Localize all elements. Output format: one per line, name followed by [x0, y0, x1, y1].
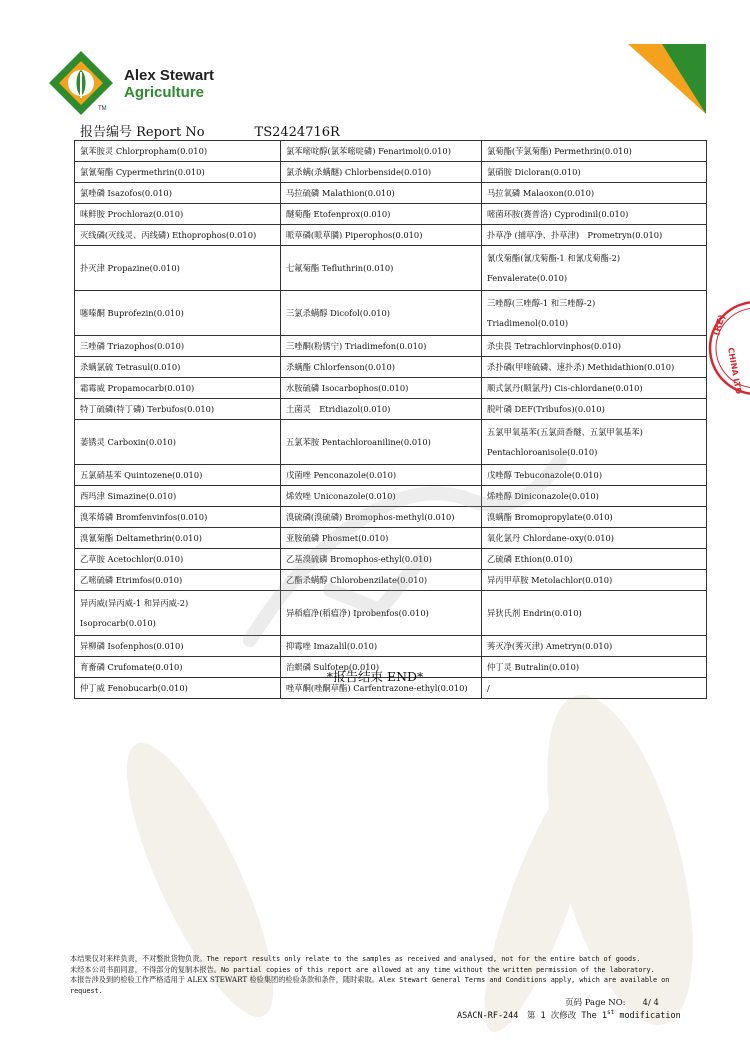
table-cell: [482, 141, 707, 162]
table-cell: [75, 204, 281, 225]
report-number-label: 报告编号 Report No: [80, 125, 205, 140]
table-cell: [281, 357, 482, 378]
cell-text: 萎锈灵 Carboxin(0.010): [80, 437, 176, 447]
table-cell: [75, 486, 281, 507]
table-cell: [281, 486, 482, 507]
cell-text: 异狄氏剂 Endrin(0.010): [487, 608, 582, 618]
table-cell: [482, 336, 707, 357]
cell-text: 土菌灵 Etridiazol(0.010): [286, 404, 391, 414]
table-cell: [482, 591, 707, 636]
report-number-value: TS2424716R: [254, 125, 340, 140]
cell-text: 溴硫磷(溴硫磷) Bromophos-methyl(0.010): [286, 512, 455, 522]
cell-text: 烯效唑 Uniconazole(0.010): [286, 491, 396, 501]
footer-disclaimer: [70, 954, 690, 996]
table-row: [75, 636, 707, 657]
table-cell: [75, 225, 281, 246]
cell-text: 三氯杀螨醇 Dicofol(0.010): [286, 308, 391, 318]
cell-text: 氰戊菊酯(氰戊菊酯-1 和氰戊菊酯-2): [487, 253, 621, 263]
table-row: [75, 465, 707, 486]
footer-line-1: 本结果仅对来样负责，不对整批货物负责。The report results only relate to the samples as received and analysed, not for the entire batch of goods.: [70, 954, 641, 963]
report-number-line: [80, 121, 340, 140]
cell-text: 醚菊酯 Etofenprox(0.010): [286, 209, 391, 219]
table-cell: [75, 399, 281, 420]
cell-text: 灭线磷(灭线灵、丙线磷) Ethoprophos(0.010): [80, 230, 257, 240]
cell-text: 三唑磷 Triazophos(0.010): [80, 341, 185, 351]
cell-text: 扑草净 (捕草净、扑草津) Prometryn(0.010): [487, 230, 663, 240]
cell-text: 顺式氯丹(顺氯丹) Cis-chlordane(0.010): [487, 383, 643, 393]
cell-text: 育畜磷 Crufomate(0.010): [80, 662, 183, 672]
table-cell: [75, 246, 281, 291]
table-cell: [75, 528, 281, 549]
table-cell: [281, 528, 482, 549]
cell-text: 杀扑磷(甲喹硫磷、速扑杀) Methidathion(0.010): [487, 362, 675, 372]
table-cell: [281, 591, 482, 636]
table-row: [75, 162, 707, 183]
table-row: [75, 549, 707, 570]
table-cell: [281, 225, 482, 246]
table-cell: [482, 183, 707, 204]
cell-text: 马拉氧磷 Malaoxon(0.010): [487, 188, 595, 198]
table-cell: [281, 636, 482, 657]
table-cell: [482, 420, 707, 465]
cell-text: 西玛津 Simazine(0.010): [80, 491, 177, 501]
cell-text: 氯苯胺灵 Chlorpropham(0.010): [80, 146, 208, 156]
table-cell: [281, 507, 482, 528]
table-cell: [482, 528, 707, 549]
company-name-line1: Alex Stewart: [124, 67, 215, 84]
table-cell: [482, 507, 707, 528]
cell-text: 氯氰菊酯 Cypermethrin(0.010): [80, 167, 205, 177]
cell-text: 戊菌唑 Penconazole(0.010): [286, 470, 397, 480]
cell-text: 溴氰菊酯 Deltamethrin(0.010): [80, 533, 202, 543]
table-cell: [281, 291, 482, 336]
corner-triangle-icon: [628, 44, 706, 116]
table-row: [75, 570, 707, 591]
table-row: [75, 141, 707, 162]
cell-text: 溴螨酯 Bromopropylate(0.010): [487, 512, 613, 522]
table-row: [75, 183, 707, 204]
table-cell: [75, 507, 281, 528]
cell-text: 杀螨氯硫 Tetrasul(0.010): [80, 362, 181, 372]
table-row: [75, 399, 707, 420]
cell-text: 氯苯嘧啶醇(氯苯嘧啶磷) Fenarimol(0.010): [286, 146, 451, 156]
table-cell: [75, 465, 281, 486]
table-row: [75, 291, 707, 336]
table-cell: [75, 636, 281, 657]
cell-text: 异丙威(异丙威-1 和异丙威-2): [80, 598, 189, 608]
table-cell: [75, 336, 281, 357]
table-row: [75, 378, 707, 399]
cell-text: /: [487, 683, 490, 693]
cell-text: Pentachloroanisole(0.010): [487, 447, 598, 457]
cell-text: 水胺硫磷 Isocarbophos(0.010): [286, 383, 409, 393]
table-row: [75, 420, 707, 465]
cell-text: 乙硫磷 Ethion(0.010): [487, 554, 573, 564]
cell-text: 氯菊酯(苄氯菊酯) Permethrin(0.010): [487, 146, 632, 156]
cell-text: 特丁硫磷(特丁磷) Terbufos(0.010): [80, 404, 215, 414]
table-cell: [482, 357, 707, 378]
cell-text: 亚胺硫磷 Phosmet(0.010): [286, 533, 389, 543]
cell-text: 五氯甲氧基苯(五氯茴香醚、五氯甲氧基苯): [487, 427, 643, 437]
trademark-mark: TM: [98, 106, 107, 112]
table-cell: [281, 246, 482, 291]
table-cell: [482, 465, 707, 486]
table-cell: [482, 486, 707, 507]
cell-text: 异丙甲草胺 Metolachlor(0.010): [487, 575, 613, 585]
table-cell: [482, 549, 707, 570]
cell-text: 异柳磷 Isofenphos(0.010): [80, 641, 184, 651]
table-cell: [482, 636, 707, 657]
svg-text:CHINA LTD: CHINA LTD: [726, 346, 744, 395]
cell-text: 杀螨酯 Chlorfenson(0.010): [286, 362, 395, 372]
table-cell: [482, 225, 707, 246]
cell-text: 仲丁威 Fenobucarb(0.010): [80, 683, 188, 693]
table-row: [75, 336, 707, 357]
cell-text: 戊唑醇 Tebuconazole(0.010): [487, 470, 603, 480]
cell-text: 氯唑磷 Isazofos(0.010): [80, 188, 172, 198]
table-cell: [281, 549, 482, 570]
red-seal-stamp-icon: [704, 296, 750, 400]
table-cell: [75, 183, 281, 204]
svg-text:(RE): (RE): [711, 313, 729, 338]
cell-text: 噻嗪酮 Buprofezin(0.010): [80, 308, 184, 318]
table-cell: [75, 549, 281, 570]
table-row: [75, 486, 707, 507]
cell-text: Triadimenol(0.010): [487, 318, 569, 328]
table-cell: [281, 204, 482, 225]
cell-text: 霜霉威 Propamocarb(0.010): [80, 383, 195, 393]
cell-text: 乙酯杀螨醇 Chlorobenzilate(0.010): [286, 575, 428, 585]
pesticide-results-table: [74, 140, 707, 699]
table-cell: [482, 162, 707, 183]
cell-text: 溴苯烯磷 Bromfenvinfos(0.010): [80, 512, 208, 522]
cell-text: 五氯苯胺 Pentachloroaniline(0.010): [286, 437, 431, 447]
table-cell: [281, 420, 482, 465]
cell-text: 氧化氯丹 Chlordane-oxy(0.010): [487, 533, 615, 543]
cell-text: 五氯硝基苯 Quintozene(0.010): [80, 470, 203, 480]
table-cell: [75, 357, 281, 378]
cell-text: 三唑酮(粉锈宁) Triadimefon(0.010): [286, 341, 427, 351]
table-cell: [75, 378, 281, 399]
table-cell: [482, 570, 707, 591]
cell-text: 唑草酮(唑酮草酯) Carfentrazone-ethyl(0.010): [286, 683, 468, 693]
table-cell: [482, 399, 707, 420]
table-cell: [75, 291, 281, 336]
cell-text: 乙基溴硫磷 Bromophos-ethyl(0.010): [286, 554, 432, 564]
table-row: [75, 246, 707, 291]
cell-text: 烯唑醇 Diniconazole(0.010): [487, 491, 599, 501]
table-row: [75, 204, 707, 225]
cell-text: 仲丁灵 Butralin(0.010): [487, 662, 580, 672]
cell-text: 脱叶磷 DEF(Tribufos)(0.010): [487, 404, 605, 414]
table-cell: [482, 291, 707, 336]
table-row: [75, 591, 707, 636]
table-cell: [281, 570, 482, 591]
table-cell: [281, 465, 482, 486]
form-code: ASACN-RF-244 第 1 次修改 The 1st modification: [457, 1009, 681, 1021]
cell-text: 氯杀螨(杀螨醚) Chlorbenside(0.010): [286, 167, 432, 177]
cell-text: 哌草磷(哌草膦) Piperophos(0.010): [286, 230, 423, 240]
table-row: [75, 357, 707, 378]
table-cell: [482, 204, 707, 225]
cell-text: 异稻瘟净(稻瘟净) Iprobenfos(0.010): [286, 608, 429, 618]
table-cell: [281, 183, 482, 204]
table-cell: [75, 570, 281, 591]
table-cell: [482, 378, 707, 399]
cell-text: 杀虫畏 Tetrachlorvinphos(0.010): [487, 341, 621, 351]
footer-line-2: 未经本公司书面同意，不得部分的复制本报告。No partial copies of this report are allowed at any time without the written permission of the laboratory.: [70, 964, 655, 974]
cell-text: 氯硝胺 Dicloran(0.010): [487, 167, 581, 177]
table-cell: [75, 162, 281, 183]
cell-text: Isoprocarb(0.010): [80, 618, 156, 628]
table-cell: [281, 336, 482, 357]
cell-text: 治螟磷 Sulfotep(0.010): [286, 662, 380, 672]
table-cell: [281, 141, 482, 162]
page-number: 页码 Page NO: 4/ 4: [565, 998, 659, 1008]
company-name-line2: Agriculture: [124, 84, 205, 101]
table-cell: [482, 246, 707, 291]
cell-text: 乙草胺 Acetochlor(0.010): [80, 554, 184, 564]
cell-text: 莠灭净(莠灭津) Ametryn(0.010): [487, 641, 613, 651]
cell-text: 扑灭津 Propazine(0.010): [80, 263, 180, 273]
table-cell: [75, 591, 281, 636]
footer-line-3: 本报告涉及到的检验工作严格适用于 ALEX STEWART 检验集团的检验条款和条件，随时索取。Alex Stewart General Terms and Conditions apply, which are available on request.: [70, 975, 670, 995]
table-cell: [75, 141, 281, 162]
company-logo: [46, 48, 236, 118]
table-cell: [281, 162, 482, 183]
cell-text: 三唑醇(三唑醇-1 和三唑醇-2): [487, 298, 596, 308]
cell-text: 马拉硫磷 Malathion(0.010): [286, 188, 395, 198]
table-cell: [75, 420, 281, 465]
table-cell: [281, 378, 482, 399]
cell-text: Fenvalerate(0.010): [487, 273, 568, 283]
cell-text: 七氟菊酯 Tefluthrin(0.010): [286, 263, 394, 273]
table-cell: [281, 399, 482, 420]
table-row: [75, 507, 707, 528]
table-row: [75, 528, 707, 549]
cell-text: 嘧菌环胺(赛普洛) Cyprodinil(0.010): [487, 209, 629, 219]
cell-text: 乙嘧硫磷 Etrimfos(0.010): [80, 575, 183, 585]
table-row: [75, 225, 707, 246]
report-end-marker: *报告结束 END*: [326, 669, 424, 684]
cell-text: 咪鲜胺 Prochloraz(0.010): [80, 209, 184, 219]
cell-text: 抑霉唑 Imazalil(0.010): [286, 641, 378, 651]
